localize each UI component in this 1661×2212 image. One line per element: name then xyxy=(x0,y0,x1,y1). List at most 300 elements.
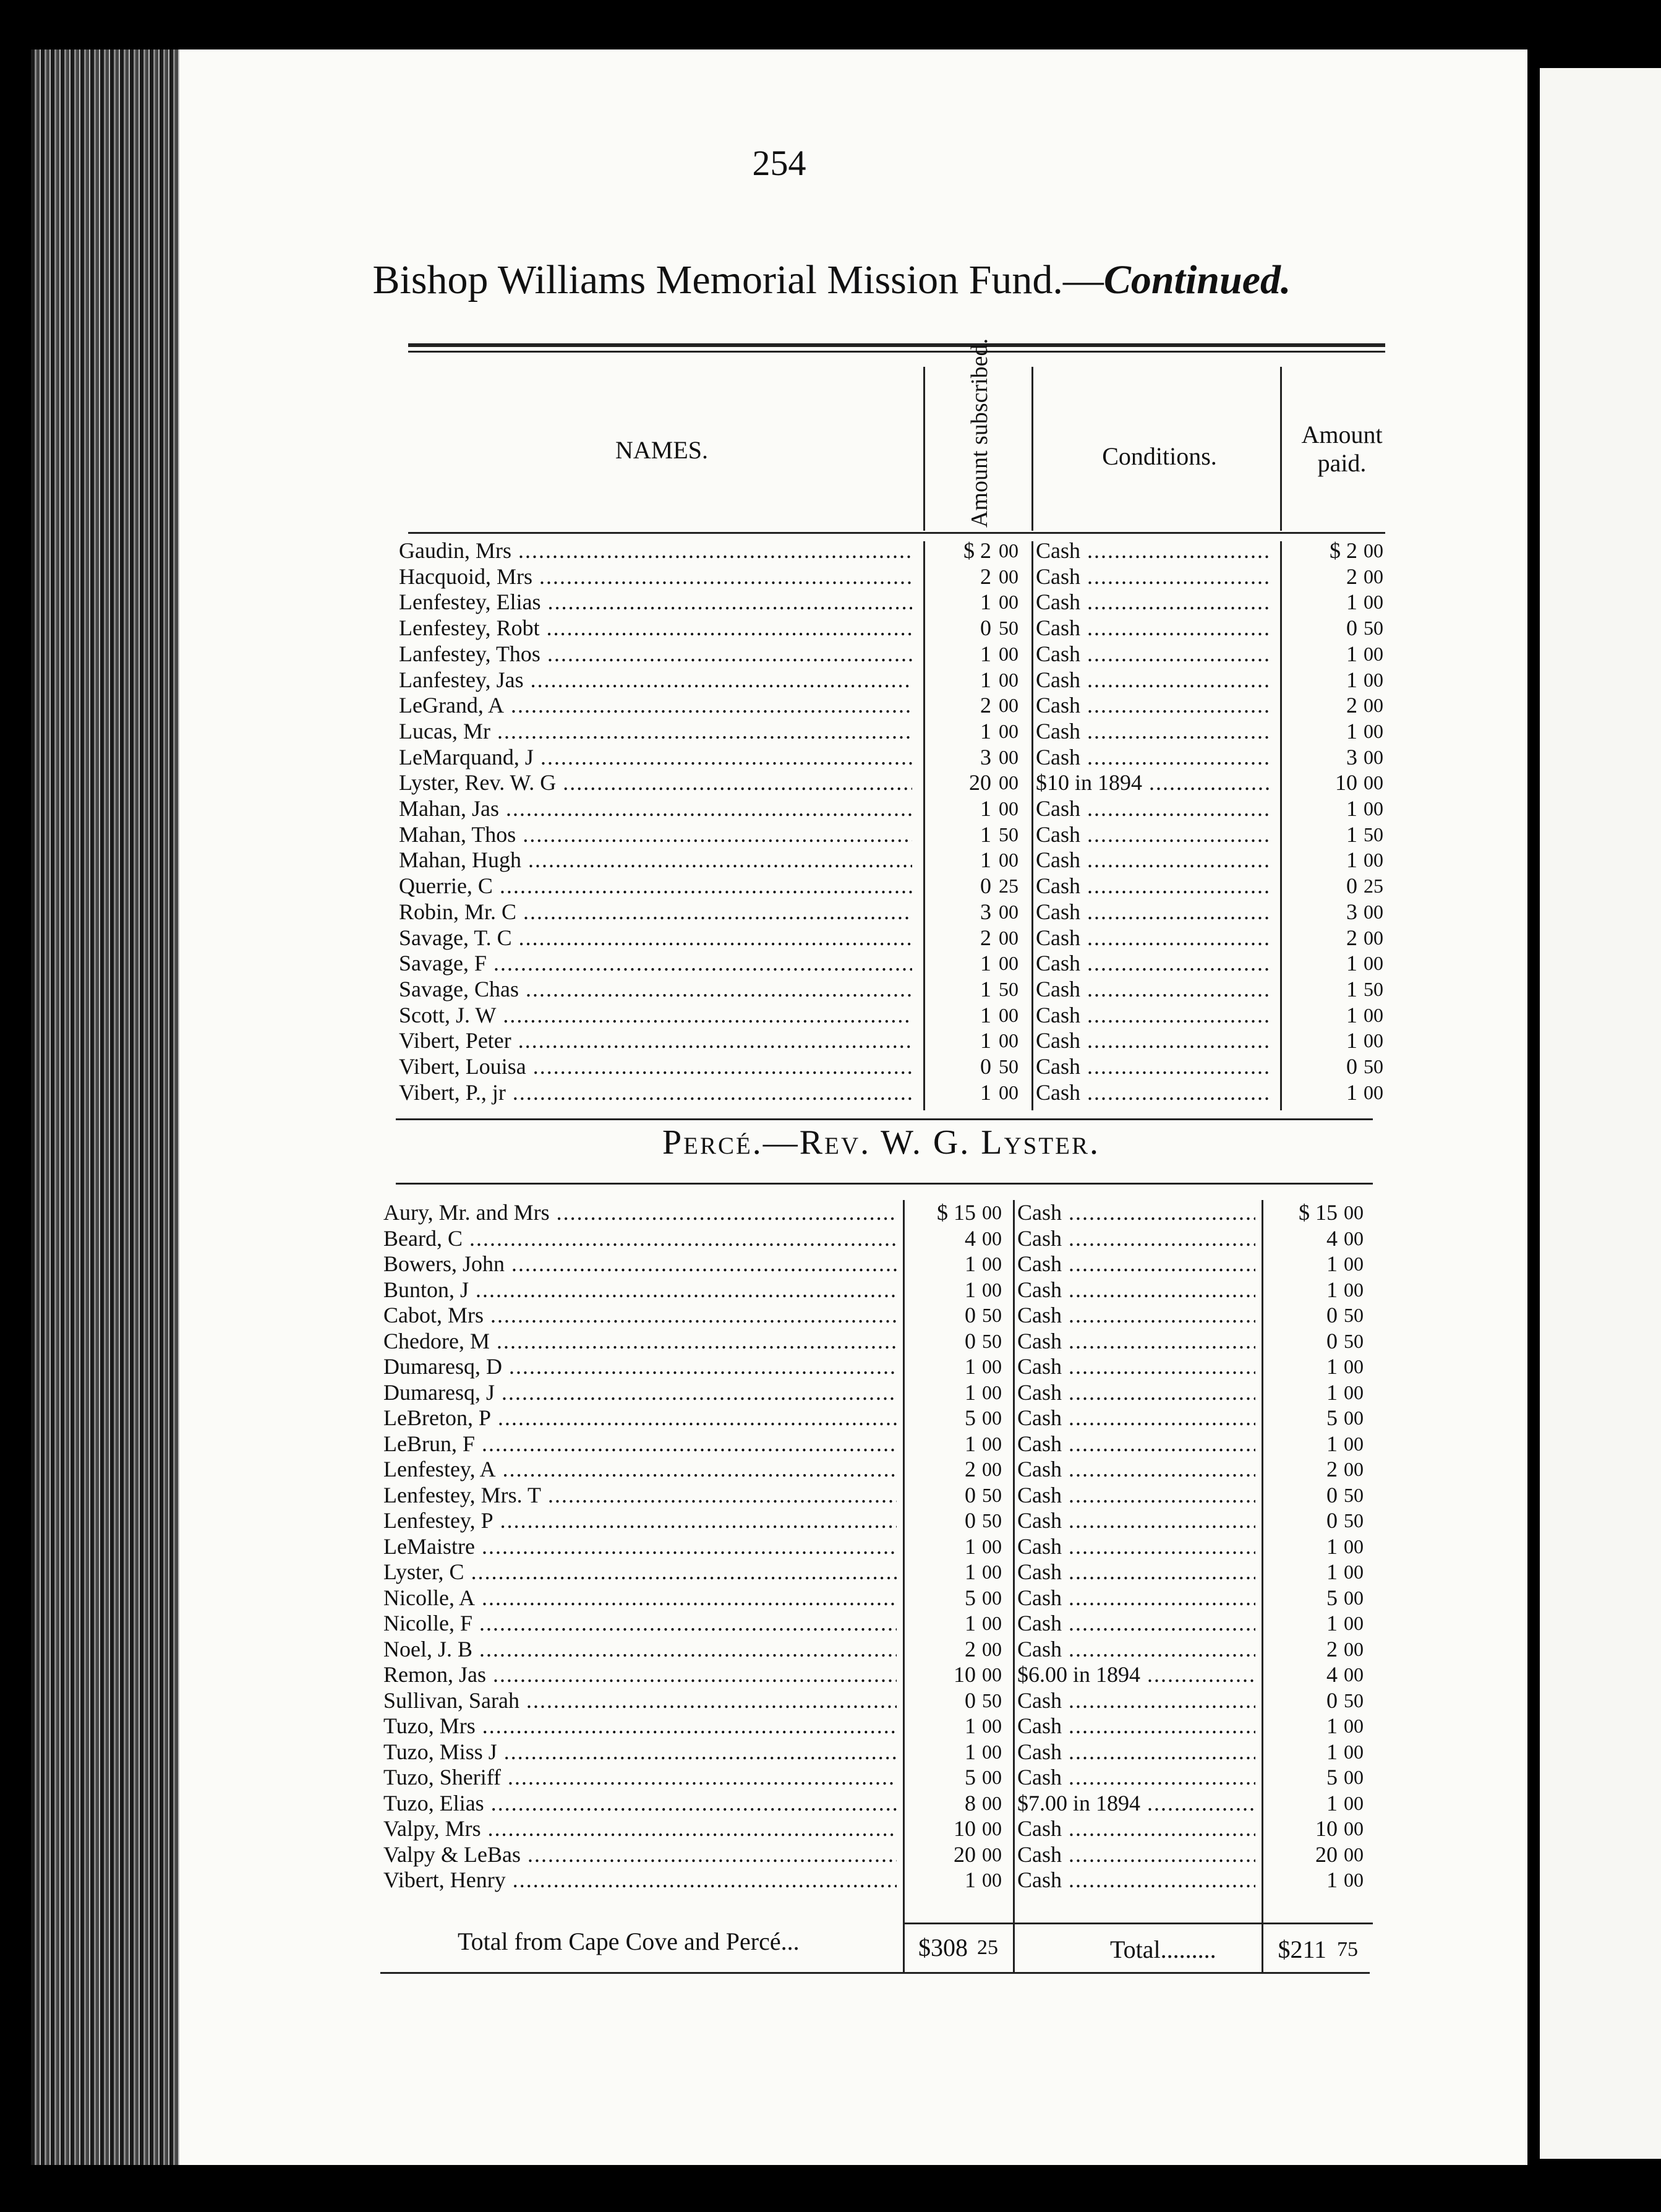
subscribed-dollars: 2 xyxy=(980,564,991,589)
subscribed-dollars: 0 xyxy=(965,1328,976,1353)
condition: Cash ..... xyxy=(1017,1559,1255,1584)
paid-cents: 00 xyxy=(1344,1432,1364,1455)
subscribed-dollars: 1 xyxy=(980,1028,991,1053)
subscribed-dollars: 1 xyxy=(965,1277,976,1302)
paid-cents: 50 xyxy=(1344,1329,1364,1352)
subscribed-dollars: 0 xyxy=(965,1508,976,1533)
subscribed-cents: 50 xyxy=(982,1329,1002,1352)
subscribed-cents: 00 xyxy=(982,1869,1002,1891)
subscriber-name: Vibert, Peter ..... xyxy=(399,1028,912,1053)
paid-cents: 00 xyxy=(1344,1561,1364,1583)
subscribed-dollars: 3 xyxy=(980,899,991,924)
subscribed-dollars: 0 xyxy=(980,873,991,899)
subscribed-cents: 00 xyxy=(999,849,1018,872)
subscribed-cents: 00 xyxy=(982,1561,1002,1583)
subscribed-dollars: 1 xyxy=(980,1002,991,1027)
header-top-rule-thin xyxy=(408,351,1385,353)
subscriber-name: Lyster, Rev. W. G ..... xyxy=(399,770,912,795)
condition: Cash ..... xyxy=(1017,1354,1255,1379)
table-row xyxy=(399,847,1401,872)
subscriber-name: Robin, Mr. C ..... xyxy=(399,899,912,924)
header-divider xyxy=(923,367,925,531)
section1-bottom-rule xyxy=(396,1118,1373,1120)
condition: Cash ..... xyxy=(1036,719,1271,744)
subscribed-cents: 00 xyxy=(982,1407,1002,1429)
paid-cents: 00 xyxy=(1364,745,1383,768)
subscriber-name: Savage, F ..... xyxy=(399,951,912,975)
paid-dollars: 0 xyxy=(1346,615,1357,641)
paid-dollars: 1 xyxy=(1326,1251,1338,1276)
subscribed-cents: 50 xyxy=(999,1055,1018,1078)
subscriber-name: Lenfestey, P ..... xyxy=(383,1508,897,1533)
condition: Cash ..... xyxy=(1017,1303,1255,1327)
header-amount-subscribed: Amount subscribed. xyxy=(967,338,993,528)
subscribed-dollars: 1 xyxy=(980,589,991,615)
subscribed-cents: 50 xyxy=(999,617,1018,640)
subscriber-name: Lenfestey, Elias ..... xyxy=(399,589,912,614)
subscribed-cents: 00 xyxy=(999,797,1018,820)
total-paid-cents: 75 xyxy=(1337,1938,1358,1961)
condition: Cash ..... xyxy=(1017,1431,1255,1456)
table-row xyxy=(383,1457,1381,1481)
subscribed-dollars: 1 xyxy=(980,976,991,1001)
table-row xyxy=(399,796,1401,821)
paid-cents: 00 xyxy=(1344,1817,1364,1840)
table-row xyxy=(383,1765,1381,1790)
condition: $6.00 in 1894 ..... xyxy=(1017,1662,1255,1687)
subscribed-cents: 00 xyxy=(999,900,1018,923)
table-row xyxy=(399,589,1401,614)
subscribed-cents: 00 xyxy=(999,719,1018,742)
subscribed-cents: 00 xyxy=(982,1817,1002,1840)
condition: Cash ..... xyxy=(1036,951,1271,975)
paid-dollars: 1 xyxy=(1346,976,1357,1001)
total-label: Total from Cape Cove and Percé... xyxy=(458,1927,800,1955)
paid-dollars: 1 xyxy=(1326,1713,1338,1738)
subscriber-name: Tuzo, Elias ..... xyxy=(383,1791,897,1815)
subscriber-name: Cabot, Mrs ..... xyxy=(383,1303,897,1327)
table-row xyxy=(399,951,1401,975)
paid-cents: 00 xyxy=(1364,771,1383,794)
table-row xyxy=(383,1431,1381,1456)
subscribed-dollars: 1 xyxy=(965,1867,976,1892)
condition: Cash ..... xyxy=(1017,1329,1255,1353)
condition: Cash ..... xyxy=(1036,745,1271,769)
subscribed-dollars: 1 xyxy=(965,1379,976,1405)
table-row xyxy=(399,745,1401,769)
condition: Cash ..... xyxy=(1036,847,1271,872)
paid-cents: 00 xyxy=(1344,1740,1364,1763)
subscribed-dollars: 1 xyxy=(965,1611,976,1635)
subscribed-dollars: 2 xyxy=(965,1636,976,1661)
table-row xyxy=(383,1200,1381,1225)
subscriber-name: Lanfestey, Jas ..... xyxy=(399,667,912,692)
subscribed-cents: 00 xyxy=(982,1740,1002,1763)
subscriber-name: Nicolle, F ..... xyxy=(383,1611,897,1635)
total-subscribed-cents: 25 xyxy=(977,1936,998,1959)
paid-cents: 00 xyxy=(1344,1791,1364,1814)
subscribed-cents: 00 xyxy=(982,1278,1002,1301)
subscribed-dollars: 1 xyxy=(965,1559,976,1584)
condition: Cash ..... xyxy=(1017,1637,1255,1661)
subscriber-name: Lanfestey, Thos ..... xyxy=(399,641,912,666)
condition: Cash ..... xyxy=(1017,1483,1255,1507)
subscribed-cents: 00 xyxy=(999,745,1018,768)
subscribed-cents: 00 xyxy=(999,1081,1018,1104)
condition: Cash ..... xyxy=(1017,1585,1255,1610)
table-row xyxy=(383,1662,1381,1687)
subscriber-name: LeGrand, A ..... xyxy=(399,693,912,718)
paid-dollars: 5 xyxy=(1326,1405,1338,1430)
table-row xyxy=(383,1816,1381,1841)
title-continued: Continued. xyxy=(1103,257,1291,302)
subscriber-name: Vibert, P., jr ..... xyxy=(399,1080,912,1105)
subscribed-cents: 00 xyxy=(982,1715,1002,1737)
paid-dollars: 5 xyxy=(1326,1585,1338,1610)
paid-cents: 00 xyxy=(1364,1003,1383,1026)
paid-dollars: 2 xyxy=(1326,1457,1338,1481)
condition: Cash ..... xyxy=(1036,796,1271,821)
subscriber-name: Tuzo, Miss J ..... xyxy=(383,1739,897,1764)
paid-cents: 00 xyxy=(1364,797,1383,820)
subscribed-dollars: 0 xyxy=(965,1482,976,1507)
paid-dollars: 10 xyxy=(1315,1816,1338,1841)
subscribed-dollars: 1 xyxy=(965,1713,976,1738)
table-row xyxy=(399,693,1401,718)
subscribed-cents: 00 xyxy=(999,668,1018,691)
subscribed-dollars: 0 xyxy=(980,1054,991,1079)
paid-dollars: 0 xyxy=(1326,1482,1338,1507)
table-row xyxy=(399,873,1401,898)
paid-cents: 00 xyxy=(1344,1715,1364,1737)
condition: Cash ..... xyxy=(1036,1054,1271,1079)
paid-dollars: 1 xyxy=(1346,821,1357,847)
subscriber-name: Dumaresq, J ..... xyxy=(383,1380,897,1405)
subscriber-name: Nicolle, A ..... xyxy=(383,1585,897,1610)
subscriber-name: Lyster, C ..... xyxy=(383,1559,897,1584)
subscribed-dollars: 2 xyxy=(980,693,991,718)
subscribed-cents: 00 xyxy=(982,1791,1002,1814)
table-row xyxy=(399,977,1401,1001)
condition: Cash ..... xyxy=(1036,977,1271,1001)
paid-cents: 50 xyxy=(1364,823,1383,846)
table-row xyxy=(399,1080,1401,1105)
condition: Cash ..... xyxy=(1017,1867,1255,1892)
subscribed-dollars: $ 15 xyxy=(937,1200,976,1225)
paid-dollars: 1 xyxy=(1326,1379,1338,1405)
subscriber-name: Tuzo, Sheriff ..... xyxy=(383,1765,897,1790)
paid-dollars: 0 xyxy=(1346,1054,1357,1079)
subscriber-name: Remon, Jas ..... xyxy=(383,1662,897,1687)
page-bottom-rule xyxy=(380,1972,1370,1974)
subscriber-name: Valpy & LeBas ..... xyxy=(383,1842,897,1867)
table-row xyxy=(383,1637,1381,1661)
paid-cents: 50 xyxy=(1344,1509,1364,1532)
header-amount-paid-line1: Amount xyxy=(1301,421,1383,448)
subscribed-dollars: 1 xyxy=(980,718,991,744)
paid-cents: 00 xyxy=(1344,1663,1364,1686)
subscriber-name: Mahan, Thos ..... xyxy=(399,822,912,847)
subscribed-dollars: 4 xyxy=(965,1225,976,1251)
subscribed-dollars: 5 xyxy=(965,1765,976,1790)
subscriber-name: Savage, Chas ..... xyxy=(399,977,912,1001)
paid-dollars: 1 xyxy=(1346,847,1357,873)
subscriber-name: Dumaresq, D ..... xyxy=(383,1354,897,1379)
subscribed-cents: 50 xyxy=(982,1304,1002,1326)
book-page-edges xyxy=(31,49,192,2165)
subscribed-cents: 00 xyxy=(982,1843,1002,1866)
paid-dollars: 1 xyxy=(1346,667,1357,692)
paid-dollars: 5 xyxy=(1326,1765,1338,1790)
condition: Cash ..... xyxy=(1036,925,1271,950)
paid-cents: 25 xyxy=(1364,875,1383,898)
section-heading-perce: Percé.—Rev. W. G. Lyster. xyxy=(662,1123,1101,1162)
subscriber-name: Gaudin, Mrs ..... xyxy=(399,538,912,563)
paid-cents: 00 xyxy=(1344,1869,1364,1891)
paid-cents: 00 xyxy=(1344,1278,1364,1301)
subscriber-name: LeBreton, P ..... xyxy=(383,1405,897,1430)
paid-cents: 50 xyxy=(1364,617,1383,640)
subscriber-name: LeBrun, F ..... xyxy=(383,1431,897,1456)
paid-dollars: 0 xyxy=(1326,1508,1338,1533)
condition: Cash ..... xyxy=(1036,1080,1271,1105)
subscribed-dollars: $ 2 xyxy=(963,538,991,563)
table-row xyxy=(383,1585,1381,1610)
table-row xyxy=(383,1380,1381,1405)
page-title xyxy=(229,257,1435,304)
paid-dollars: 0 xyxy=(1326,1303,1338,1327)
table-row xyxy=(383,1867,1381,1892)
condition: Cash ..... xyxy=(1017,1739,1255,1764)
subscribed-dollars: 20 xyxy=(954,1841,976,1867)
table-row xyxy=(399,1028,1401,1053)
table-row xyxy=(383,1842,1381,1867)
subscribed-dollars: 3 xyxy=(980,744,991,769)
condition: Cash ..... xyxy=(1017,1251,1255,1276)
table-row xyxy=(399,1003,1401,1027)
condition: Cash ..... xyxy=(1017,1842,1255,1867)
table-row xyxy=(383,1251,1381,1276)
paid-cents: 00 xyxy=(1364,642,1383,665)
subscribed-dollars: 1 xyxy=(980,1079,991,1105)
subscribed-cents: 50 xyxy=(999,977,1018,1000)
subscriber-name: Savage, T. C ..... xyxy=(399,925,912,950)
subscribed-cents: 00 xyxy=(982,1253,1002,1275)
table-row xyxy=(383,1508,1381,1533)
subscriber-name: Lenfestey, A ..... xyxy=(383,1457,897,1481)
paid-dollars: 2 xyxy=(1346,564,1357,589)
condition: Cash ..... xyxy=(1017,1405,1255,1430)
total-paid-dollars: $211 xyxy=(1278,1936,1326,1963)
paid-dollars: 1 xyxy=(1326,1277,1338,1302)
paid-cents: 00 xyxy=(1364,952,1383,975)
subscribed-cents: 00 xyxy=(999,1003,1018,1026)
paid-cents: 00 xyxy=(1344,1766,1364,1788)
subscriber-name: Bunton, J ..... xyxy=(383,1277,897,1302)
paid-dollars: 1 xyxy=(1326,1354,1338,1379)
paid-cents: 00 xyxy=(1344,1201,1364,1224)
paid-dollars: 2 xyxy=(1326,1636,1338,1661)
subscriber-name: Mahan, Jas ..... xyxy=(399,796,912,821)
header-divider xyxy=(1280,367,1282,531)
table-row xyxy=(399,925,1401,950)
subscribed-cents: 00 xyxy=(982,1766,1002,1788)
table-row xyxy=(383,1611,1381,1635)
header-names: NAMES. xyxy=(615,436,709,464)
paid-cents: 00 xyxy=(1364,668,1383,691)
condition: Cash ..... xyxy=(1017,1688,1255,1713)
condition: Cash ..... xyxy=(1017,1226,1255,1251)
table-row xyxy=(399,564,1401,589)
subscribed-cents: 50 xyxy=(999,823,1018,846)
paid-dollars: 2 xyxy=(1346,693,1357,718)
subscriber-name: Aury, Mr. and Mrs ..... xyxy=(383,1200,897,1225)
subscribed-cents: 00 xyxy=(982,1201,1002,1224)
subscribed-cents: 00 xyxy=(999,539,1018,562)
subscribed-cents: 00 xyxy=(982,1586,1002,1609)
subscribed-dollars: 2 xyxy=(980,925,991,950)
subscribed-cents: 00 xyxy=(982,1637,1002,1660)
condition: Cash ..... xyxy=(1017,1200,1255,1225)
totals-top-rule xyxy=(903,1923,1373,1924)
paid-cents: 00 xyxy=(1344,1612,1364,1634)
subscribed-dollars: 1 xyxy=(965,1251,976,1276)
condition: Cash ..... xyxy=(1036,1028,1271,1053)
header-amount-paid-line2: paid. xyxy=(1317,449,1367,477)
subscribed-dollars: 1 xyxy=(980,847,991,873)
subscriber-name: Bowers, John ..... xyxy=(383,1251,897,1276)
subscriber-name: Vibert, Henry ..... xyxy=(383,1867,897,1892)
paid-cents: 50 xyxy=(1364,1055,1383,1078)
subscribed-cents: 25 xyxy=(999,875,1018,898)
table-row xyxy=(399,641,1401,666)
condition: Cash ..... xyxy=(1036,538,1271,563)
subscribed-dollars: 1 xyxy=(980,821,991,847)
table-row xyxy=(399,538,1401,563)
subscribed-cents: 00 xyxy=(982,1612,1002,1634)
subscribed-cents: 00 xyxy=(999,565,1018,588)
header-top-rule xyxy=(408,343,1385,347)
total-paid-label: Total......... xyxy=(1110,1936,1216,1963)
title-main: Bishop Williams Memorial Mission Fund.— xyxy=(372,257,1104,302)
condition: Cash ..... xyxy=(1036,693,1271,718)
paid-dollars: 1 xyxy=(1326,1431,1338,1456)
subscribed-dollars: 1 xyxy=(965,1431,976,1456)
condition: Cash ..... xyxy=(1036,615,1271,640)
header-amount-subscribed-box xyxy=(924,338,1036,528)
condition: $10 in 1894 ..... xyxy=(1036,770,1271,795)
table-row xyxy=(399,667,1401,692)
paid-dollars: 3 xyxy=(1346,744,1357,769)
paid-cents: 00 xyxy=(1364,694,1383,717)
condition: Cash ..... xyxy=(1036,641,1271,666)
paid-dollars: 1 xyxy=(1346,718,1357,744)
subscribed-cents: 00 xyxy=(999,591,1018,614)
header-bottom-rule xyxy=(408,532,1385,534)
subscribed-cents: 00 xyxy=(999,642,1018,665)
header-conditions: Conditions. xyxy=(1102,442,1217,470)
condition: Cash ..... xyxy=(1017,1277,1255,1302)
total-subscribed-dollars: $308 xyxy=(918,1934,968,1961)
paid-cents: 00 xyxy=(1344,1253,1364,1275)
subscribed-cents: 00 xyxy=(999,952,1018,975)
condition: Cash ..... xyxy=(1017,1508,1255,1533)
condition: $7.00 in 1894 ..... xyxy=(1017,1791,1255,1815)
subscribed-dollars: 1 xyxy=(980,951,991,976)
table-row xyxy=(383,1713,1381,1738)
subscribed-dollars: 1 xyxy=(965,1533,976,1559)
condition: Cash ..... xyxy=(1017,1816,1255,1841)
paid-dollars: 0 xyxy=(1326,1328,1338,1353)
subscribed-cents: 00 xyxy=(982,1458,1002,1480)
table-row xyxy=(383,1354,1381,1379)
paid-dollars: 1 xyxy=(1326,1790,1338,1815)
subscribed-cents: 00 xyxy=(999,694,1018,717)
subscriber-name: Hacquoid, Mrs ..... xyxy=(399,564,912,589)
paid-cents: 00 xyxy=(1344,1355,1364,1378)
paid-dollars: 1 xyxy=(1346,796,1357,821)
paid-dollars: 1 xyxy=(1346,1028,1357,1053)
paid-cents: 00 xyxy=(1344,1586,1364,1609)
section2-top-rule xyxy=(396,1183,1373,1185)
subscriber-name: Lucas, Mr ..... xyxy=(399,719,912,744)
paid-dollars: 0 xyxy=(1326,1687,1338,1713)
paid-cents: 00 xyxy=(1344,1227,1364,1250)
subscriber-name: Lenfestey, Robt ..... xyxy=(399,615,912,640)
table-row xyxy=(383,1303,1381,1327)
table-row xyxy=(399,1054,1401,1079)
table-row xyxy=(383,1329,1381,1353)
subscribed-dollars: 1 xyxy=(965,1739,976,1764)
paid-cents: 00 xyxy=(1344,1843,1364,1866)
paid-dollars: 1 xyxy=(1346,589,1357,615)
paid-cents: 00 xyxy=(1364,591,1383,614)
subscribed-dollars: 10 xyxy=(954,1816,976,1841)
subscribed-cents: 00 xyxy=(982,1535,1002,1558)
paid-cents: 00 xyxy=(1364,719,1383,742)
subscribed-cents: 50 xyxy=(982,1509,1002,1532)
condition: Cash ..... xyxy=(1017,1611,1255,1635)
paid-cents: 50 xyxy=(1344,1483,1364,1506)
subscriber-name: Chedore, M ..... xyxy=(383,1329,897,1353)
header-amount-paid xyxy=(1280,421,1404,478)
subscribed-cents: 50 xyxy=(982,1483,1002,1506)
paid-dollars: 1 xyxy=(1346,1079,1357,1105)
subscribed-dollars: 1 xyxy=(980,796,991,821)
table-row xyxy=(383,1277,1381,1302)
condition: Cash ..... xyxy=(1017,1457,1255,1481)
subscriber-name: LeMaistre ..... xyxy=(383,1534,897,1559)
subscribed-dollars: 2 xyxy=(965,1457,976,1481)
table-row xyxy=(399,899,1401,924)
paid-cents: 00 xyxy=(1364,1029,1383,1052)
condition: Cash ..... xyxy=(1017,1765,1255,1790)
paid-dollars: 3 xyxy=(1346,899,1357,924)
condition: Cash ..... xyxy=(1036,873,1271,898)
subscriber-name: Noel, J. B ..... xyxy=(383,1637,897,1661)
paid-dollars: 1 xyxy=(1346,951,1357,976)
table-row xyxy=(383,1534,1381,1559)
paid-cents: 00 xyxy=(1344,1458,1364,1480)
paid-cents: 50 xyxy=(1364,977,1383,1000)
subscribed-dollars: 0 xyxy=(980,615,991,641)
table-row xyxy=(383,1739,1381,1764)
subscribed-cents: 00 xyxy=(982,1355,1002,1378)
paid-cents: 00 xyxy=(1364,565,1383,588)
subscribed-cents: 00 xyxy=(982,1663,1002,1686)
paid-cents: 50 xyxy=(1344,1689,1364,1712)
paid-dollars: 1 xyxy=(1346,1002,1357,1027)
